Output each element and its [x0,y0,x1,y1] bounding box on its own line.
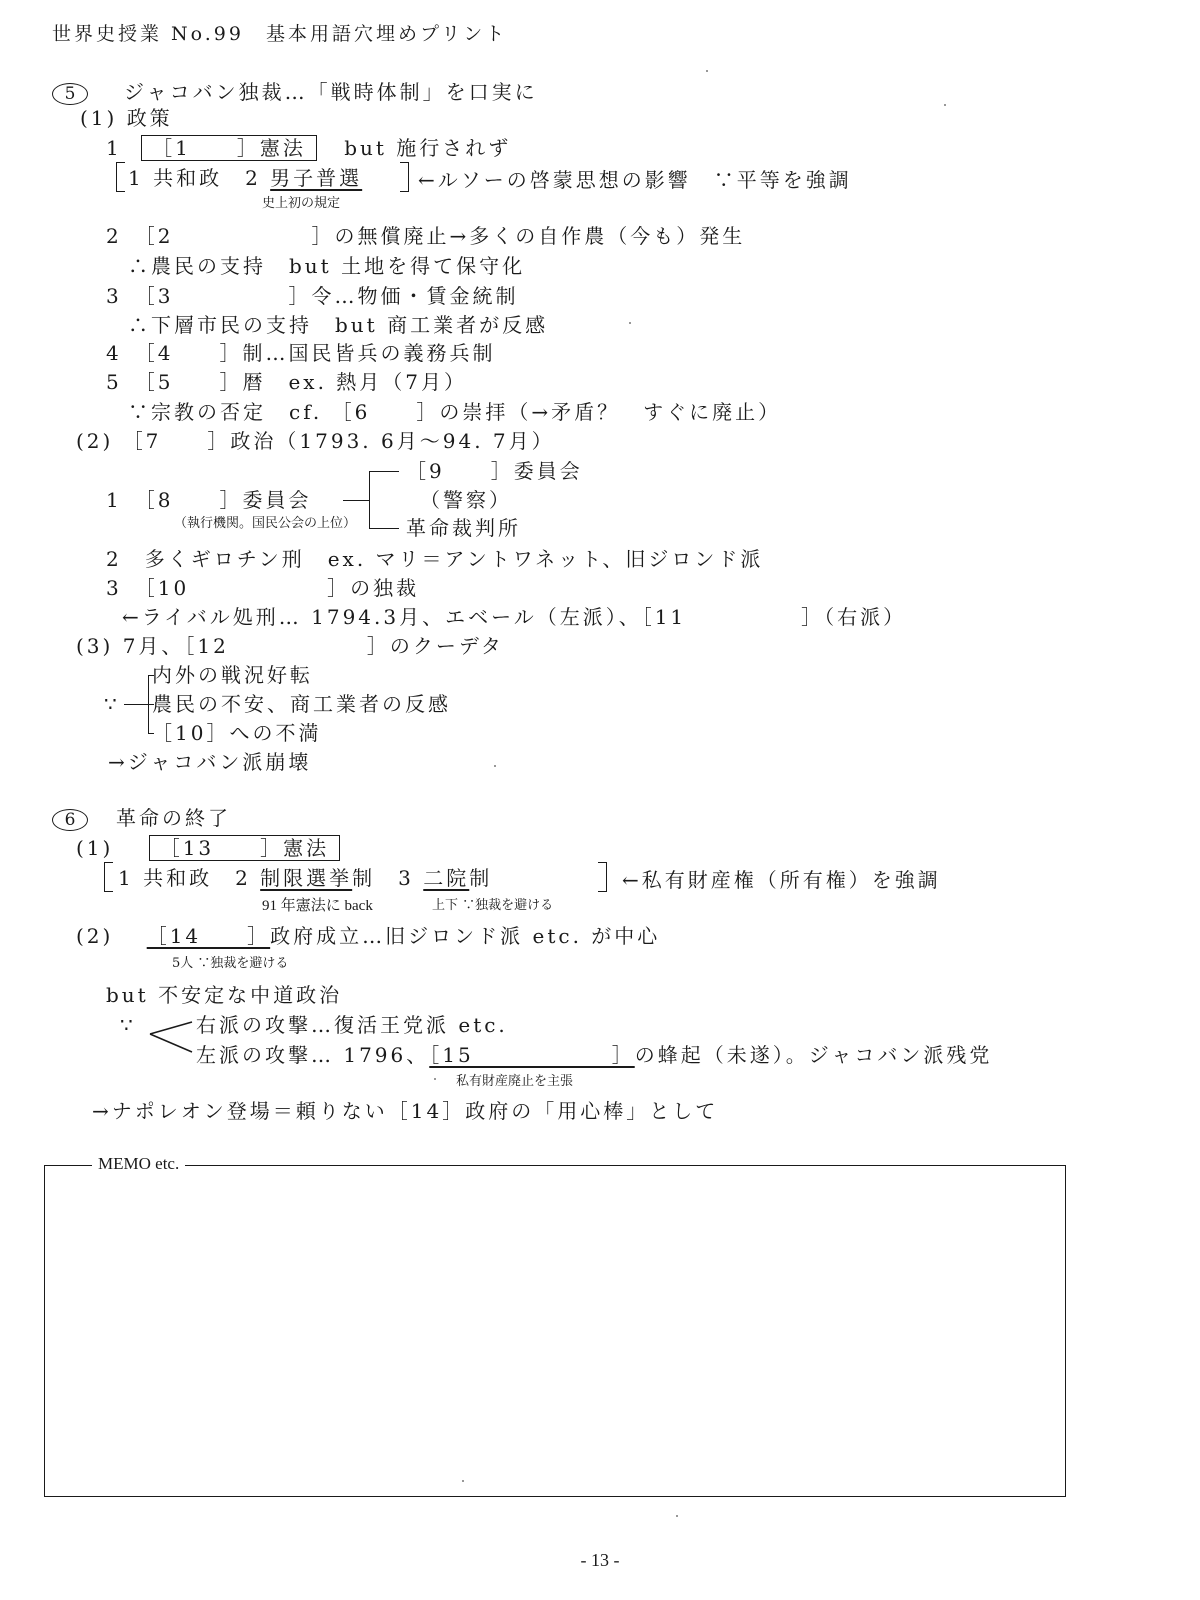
s5-item1-content [128,166,362,190]
branch-committee-9: ［9 ］委員会 [406,459,583,483]
reason-brace-bottom [148,733,154,734]
bracket-left-2 [104,862,113,892]
tree-trunk [369,471,370,528]
jacobin-collapse: →ジャコバン派崩壊 [108,750,312,774]
page-header: 世界史授業 No.99 基本用語穴埋めプリント [52,23,508,45]
manhood-suffrage: 男子普選 [270,166,363,190]
rousseau-influence: ←ルソーの啓蒙思想の影響 ∵平等を強調 [418,168,852,192]
scan-speck [434,1078,436,1080]
s5-p2-item3-rivals: ←ライバル処刑… 1794.3月、エベール（左派）、［11 ］（右派） [122,605,907,629]
section-5-title [52,80,538,105]
s5-item1-content-text: 1 共和政 2 [128,166,271,190]
scan-speck [944,104,946,106]
section-5-number: 5 [52,83,88,105]
constitution-year3-blank: ［13 ］憲法 [149,835,340,861]
bicameral-note: 上下 ∵独裁を避ける [432,898,554,913]
s6-p2-line [76,924,660,948]
branch-revolutionary-tribunal: 革命裁判所 [406,516,521,540]
s5-p2-item3: 3 ［10 ］の独裁 [106,576,420,600]
branch-police: （警察） [420,488,512,512]
napoleon-appears: →ナポレオン登場＝頼りない［14］政府の「用心棒」として [92,1099,719,1123]
memo-box [44,1165,1066,1497]
because-symbol-2: ∵ [120,1013,136,1037]
memo-label: MEMO etc. [92,1154,185,1174]
section-6-number: 6 [52,809,88,831]
scan-speck [462,1480,464,1482]
bicameral: 二院 [423,866,470,890]
memo-rule [44,1165,92,1166]
left-wing-attack-post: の蜂起（未遂）。ジャコバン派残党 [634,1043,993,1067]
limited-suffrage: 制限選挙 [260,866,353,890]
scan-speck [629,322,631,324]
left-wing-attack-pre: 左派の攻撃… 1796、 [196,1043,430,1067]
executive-organ-note: （執行機関。国民公会の上位） [174,516,357,531]
unstable-centrist-politics: but 不安定な中道政治 [106,983,343,1007]
abolish-private-property-note: 私有財産廃止を主張 [456,1074,574,1089]
s6-p1-content-5: 制 [469,866,493,890]
property-rights-emphasis: ←私有財産権（所有権）を強調 [622,868,941,892]
attack-branch-lines [146,1018,196,1058]
right-wing-attack: 右派の攻撃…復活王党派 etc. [196,1013,508,1037]
s5-item3: 3 ［3 ］令…物価・賃金統制 [106,284,519,308]
bracket-right [400,162,409,192]
section-6-title [52,806,231,831]
s6-p2-tail: 政府成立…旧ジロンド派 etc. が中心 [270,924,661,948]
bracket-left [116,162,125,192]
s6-p1-content [118,866,492,890]
first-in-history-note: 史上初の規定 [262,196,341,211]
s5-item1-number: 1 [106,136,122,160]
tree-stem [343,500,369,501]
back-to-1791-note: 91 年憲法に back [262,898,373,914]
section-6-title-text: 革命の終了 [116,806,231,830]
s5-item4: 4 ［4 ］制…国民皆兵の義務兵制 [106,341,496,365]
scan-speck [494,765,496,767]
tree-branch-top [369,471,399,472]
s5-item3-consequence: ∴下層市民の支持 but 商工業者が反感 [128,313,549,337]
page-number: - 13 - [580,1550,620,1570]
s5-p1-heading: (1) 政策 [80,106,173,130]
scan-speck [676,1515,678,1517]
reason-brace-top [148,675,154,676]
five-directors-note: 5人 ∵独裁を避ける [172,956,289,971]
s5-item1-line [106,136,511,160]
section-5-title-text: ジャコバン独裁…「戦時体制」を口実に [124,80,538,104]
because-symbol: ∵ [104,692,120,716]
s5-p3-heading: (3) 7月、［12 ］のクーデタ [76,634,504,658]
s6-p2-heading: (2) [76,924,114,948]
left-wing-attack [196,1043,992,1067]
s6-p1-content-3: 制 3 [352,866,424,890]
s5-item2-consequence: ∴農民の支持 but 土地を得て保守化 [128,254,526,278]
reason-1: 内外の戦況好転 [152,663,313,687]
s6-p1-heading: (1) [76,836,114,860]
reason-3: ［10］への不満 [152,721,322,745]
s5-item5-note: ∵宗教の否定 cf. ［6 ］の崇拝（→矛盾？ すぐに廃止） [128,400,782,424]
bracket-right-2 [598,862,607,892]
s5-item1-tail: but 施行されず [344,136,512,160]
s5-p2-item2: 2 多くギロチン刑 ex. マリ＝アントワネット、旧ジロンド派 [106,547,764,571]
s5-item2: 2 ［2 ］の無償廃止→多くの自作農（今も）発生 [106,224,746,248]
constitution-1793-blank: ［1 ］憲法 [141,135,317,161]
s5-p2-item1: 1 ［8 ］委員会 [106,488,312,512]
tree-branch-bottom [369,528,399,529]
directory-blank: ［14 ］ [146,924,271,948]
reason-brace-mid [124,704,154,705]
reason-2: 農民の不安、商工業者の反感 [152,692,451,716]
babeuf-blank: ［15 ］ [429,1043,635,1067]
s6-p1-line [76,836,340,860]
scan-speck [706,70,708,72]
s5-p2-heading: (2) ［7 ］政治（1793. 6月～94. 7月） [76,429,555,453]
s5-item5: 5 ［5 ］暦 ex. 熱月（7月） [106,370,468,394]
s6-p1-content-1: 1 共和政 2 [118,866,261,890]
